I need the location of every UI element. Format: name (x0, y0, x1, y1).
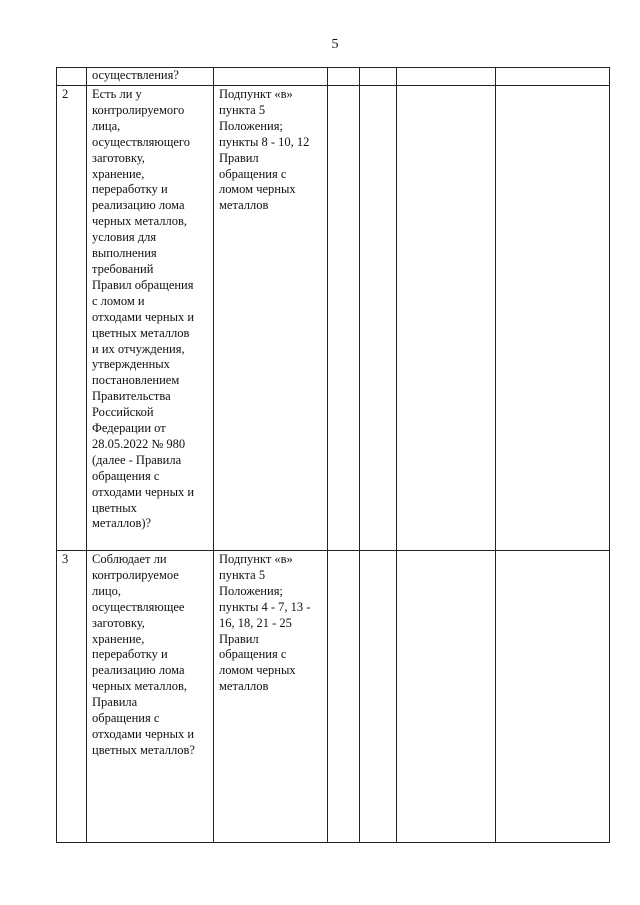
answer-cell-no (360, 68, 397, 86)
note-cell (496, 551, 610, 843)
row-number (57, 68, 87, 86)
table-row (57, 68, 610, 86)
page-number: 5 (331, 37, 339, 52)
note-cell (496, 86, 610, 551)
table-row (57, 86, 610, 551)
answer-cell-na (397, 86, 496, 551)
checklist-table (56, 67, 610, 843)
table-row (57, 551, 610, 843)
row-number: 2 (57, 86, 87, 551)
note-cell (496, 68, 610, 86)
row-number: 3 (57, 551, 87, 843)
question-cell: осуществления? (87, 68, 214, 86)
question-cell: Есть ли у контролируемого лица, осуществляющего заготовку, хранение, переработку и реализацию лома черных металлов, условия для выполнения требований Правил обращения с ломом и отходами черных и цветных металлов и их отчуждения, утвержденных постановлением Правительства Российской Федерации от 28.05.2022 № 980 (далее - Правила обращения с отходами черных и цветных металлов)? (87, 86, 214, 551)
answer-cell-na (397, 68, 496, 86)
reference-cell: Подпункт «в» пункта 5 Положения; пункты 4 - 7, 13 - 16, 18, 21 - 25 Правил обращения с ломом черных металлов (214, 551, 328, 843)
answer-cell-yes (328, 551, 360, 843)
reference-cell (214, 68, 328, 86)
answer-cell-no (360, 551, 397, 843)
answer-cell-na (397, 551, 496, 843)
reference-cell: Подпункт «в» пункта 5 Положения; пункты 8 - 10, 12 Правил обращения с ломом черных металлов (214, 86, 328, 551)
answer-cell-yes (328, 86, 360, 551)
answer-cell-yes (328, 68, 360, 86)
question-cell: Соблюдает ли контролируемое лицо, осуществляющее заготовку, хранение, переработку и реализацию лома черных металлов, Правила обращения с отходами черных и цветных металлов? (87, 551, 214, 843)
answer-cell-no (360, 86, 397, 551)
